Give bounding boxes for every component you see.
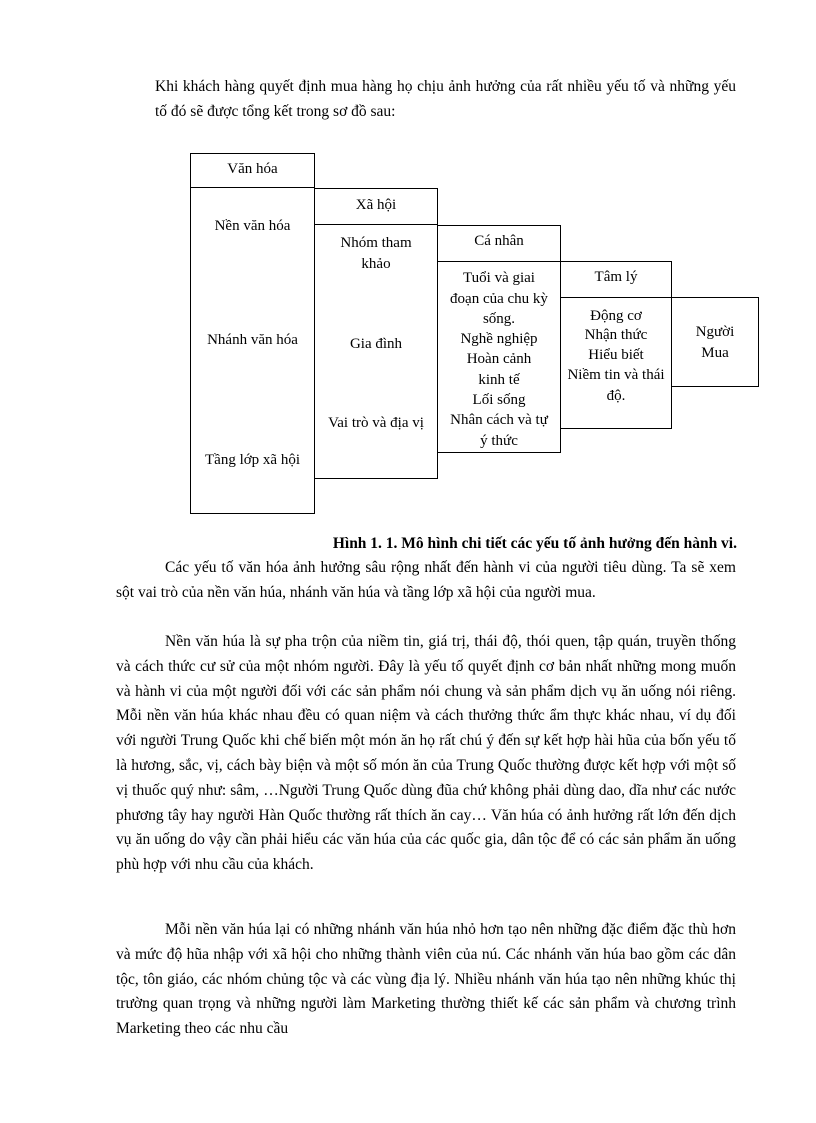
personal-item-4: Lối sống — [472, 392, 526, 408]
psychological-header — [560, 261, 672, 298]
intro-paragraph: Khi khách hàng quyết định mua hàng họ chịu ảnh hưởng của rất nhiều yếu tố và những yếu tố đó sẽ được tổng kết trong sơ đồ sau: — [155, 78, 736, 120]
culture-header-label: Văn hóa — [227, 161, 278, 177]
personal-item-5: Nhân cách và tự ý thức — [450, 412, 548, 449]
personal-item-3: Hoàn cảnh kinh tế — [466, 351, 532, 388]
personal-item-2: Nghề nghiệp — [460, 331, 538, 347]
culture-item-2: Nhánh văn hóa — [207, 332, 298, 348]
psychological-item-1: Động cơ — [590, 308, 642, 324]
social-item-3: Vai trò và địa vị — [328, 415, 424, 431]
psychological-item-3: Hiểu biết — [588, 347, 644, 363]
personal-header — [437, 225, 561, 262]
personal-item-1: Tuổi và giai đoạn của chu kỳ sống. — [450, 270, 548, 327]
body-paragraph-3: Mỗi nền văn húa lại có những nhánh văn húa nhỏ hơn tạo nên những đặc điểm đặc thù hơn và mức độ hũa nhập với xã hội cho những thành viên của nú. Các nhánh văn húa bao gồm các dân tộc, tôn giáo, các nhóm chủng tộc và các vùng địa lý. Nhiều nhánh văn húa tạo nên những khúc thị trường quan trọng và những người làm Marketing thường thiết kế các sản phẩm và chương trình Marketing theo các nhu cầu — [116, 921, 736, 1038]
social-item-2: Gia đình — [349, 336, 403, 352]
buyer-label: Người Mua — [695, 324, 735, 361]
personal-header-label: Cá nhân — [474, 233, 524, 249]
social-item-1: Nhóm tham khảo — [340, 235, 412, 272]
culture-header — [190, 153, 315, 188]
social-header — [314, 188, 438, 225]
psychological-item-4: Niềm tin và thái độ. — [567, 367, 665, 404]
body-paragraph-2: Nền văn húa là sự pha trộn của niềm tin, giá trị, thái độ, thói quen, tập quán, truyền thống và cách thức cư sử của một nhóm người. Đây là yếu tố quyết định cơ bản nhất những mong muốn và hành vi của một người đối với các sản phẩm nói chung và sản phẩm dịch vụ ăn uống nói riêng. Mỗi nền văn húa khác nhau đều có quan niệm và cách thưởng thức ẩm thực khác nhau, ví dụ đối với người Trung Quốc khi chế biến một món ăn họ rất chú ý đến sự kết hợp hài hũa của bốn yếu tố là hương, sắc, vị, cách bày biện và một số món ăn của Trung Quốc thường được kết hợp với một số vị thuốc quý như: sâm, …Người Trung Quốc dùng đũa chứ không phải dùng dao, dĩa như các nước phương tây hay người Hàn Quốc thường rất thích ăn cay… Văn húa có ảnh hưởng rất lớn đến dịch vụ ăn uống do vậy cần phải hiểu các văn húa của các quốc gia, dân tộc để có các sản phẩm ăn uống phù hợp với nhu cầu của khách. — [116, 633, 736, 874]
social-header-label: Xã hội — [355, 197, 397, 213]
culture-item-1: Nền văn hóa — [214, 218, 291, 234]
psychological-header-label: Tâm lý — [594, 269, 638, 285]
figure-caption: Hình 1. 1. Mô hình chi tiết các yếu tố ảnh hưởng đến hành vi. — [332, 535, 737, 552]
body-paragraph-1: Các yếu tố văn hóa ảnh hưởng sâu rộng nhất đến hành vi của người tiêu dùng. Ta sẽ xem sột vai trò của nền văn húa, nhánh văn húa và tầng lớp xã hội của người mua. — [116, 559, 736, 601]
culture-item-3: Tầng lớp xã hội — [205, 452, 300, 468]
psychological-item-2: Nhận thức — [584, 327, 648, 343]
